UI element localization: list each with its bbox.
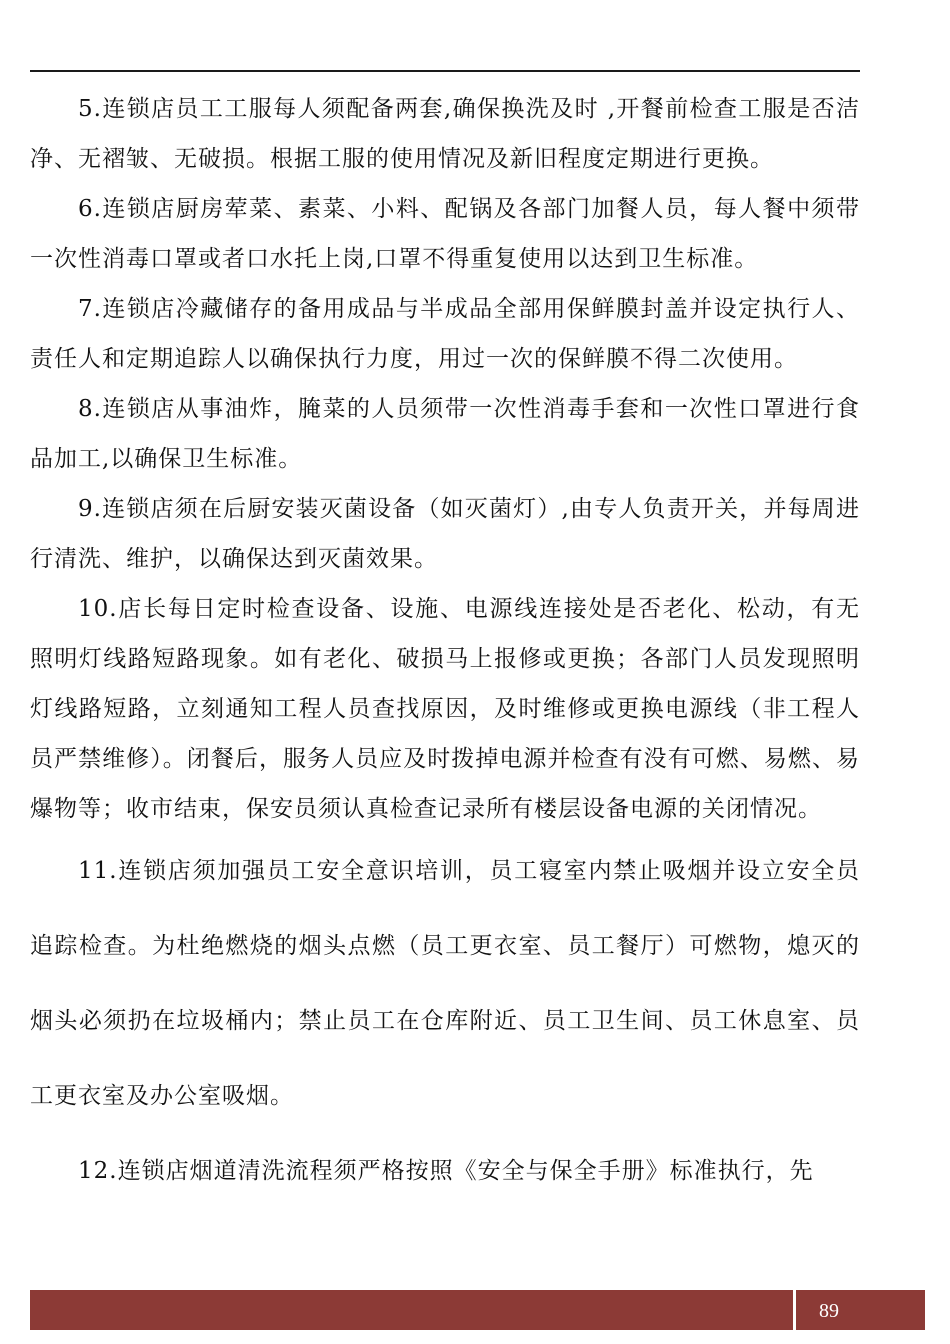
paragraph-item-7: 7.连锁店冷藏储存的备用成品与半成品全部用保鲜膜封盖并设定执行人、责任人和定期追踪人以确保执行力度，用过一次的保鲜膜不得二次使用。: [30, 296, 860, 372]
page-number: 89: [819, 1300, 839, 1322]
paragraph-item-10: 10.店长每日定时检查设备、设施、电源线连接处是否老化、松动，有无照明灯线路短路现象。如有老化、破损马上报修或更换；各部门人员发现照明灯线路短路，立刻通知工程人员查找原因，及时维修或更换电源线（非工程人员严禁维修）。闭餐后，服务人员应及时拨掉电源并检查有没有可燃、易燃、易爆物等；收市结束，保安员须认真检查记录所有楼层设备电源的关闭情况。: [30, 596, 860, 822]
paragraph-item-12: 12.连锁店烟道清洗流程须严格按照《安全与保全手册》标准执行，先: [78, 1158, 814, 1184]
document-body: [30, 84, 860, 1209]
header-rule: [30, 70, 860, 72]
footer-bar: [30, 1290, 925, 1330]
paragraph-item-5: 5.连锁店员工工服每人须配备两套,确保换洗及时 ,开餐前检查工服是否洁净、无褶皱、无破损。根据工服的使用情况及新旧程度定期进行更换。: [30, 96, 860, 172]
paragraph-item-8: 8.连锁店从事油炸，腌菜的人员须带一次性消毒手套和一次性口罩进行食品加工,以确保卫生标准。: [30, 396, 860, 472]
paragraph-item-9: 9.连锁店须在后厨安装灭菌设备（如灭菌灯）,由专人负责开关，并每周进行清洗、维护，以确保达到灭菌效果。: [30, 496, 860, 572]
paragraph-item-6: 6.连锁店厨房荤菜、素菜、小料、配锅及各部门加餐人员，每人餐中须带一次性消毒口罩或者口水托上岗,口罩不得重复使用以达到卫生标准。: [30, 196, 860, 272]
paragraph-item-11: 11.连锁店须加强员工安全意识培训，员工寝室内禁止吸烟并设立安全员追踪检查。为杜绝燃烧的烟头点燃（员工更衣室、员工餐厅）可燃物，熄灭的烟头必须扔在垃圾桶内；禁止员工在仓库附近、员工卫生间、员工休息室、员工更衣室及办公室吸烟。: [30, 858, 860, 1109]
